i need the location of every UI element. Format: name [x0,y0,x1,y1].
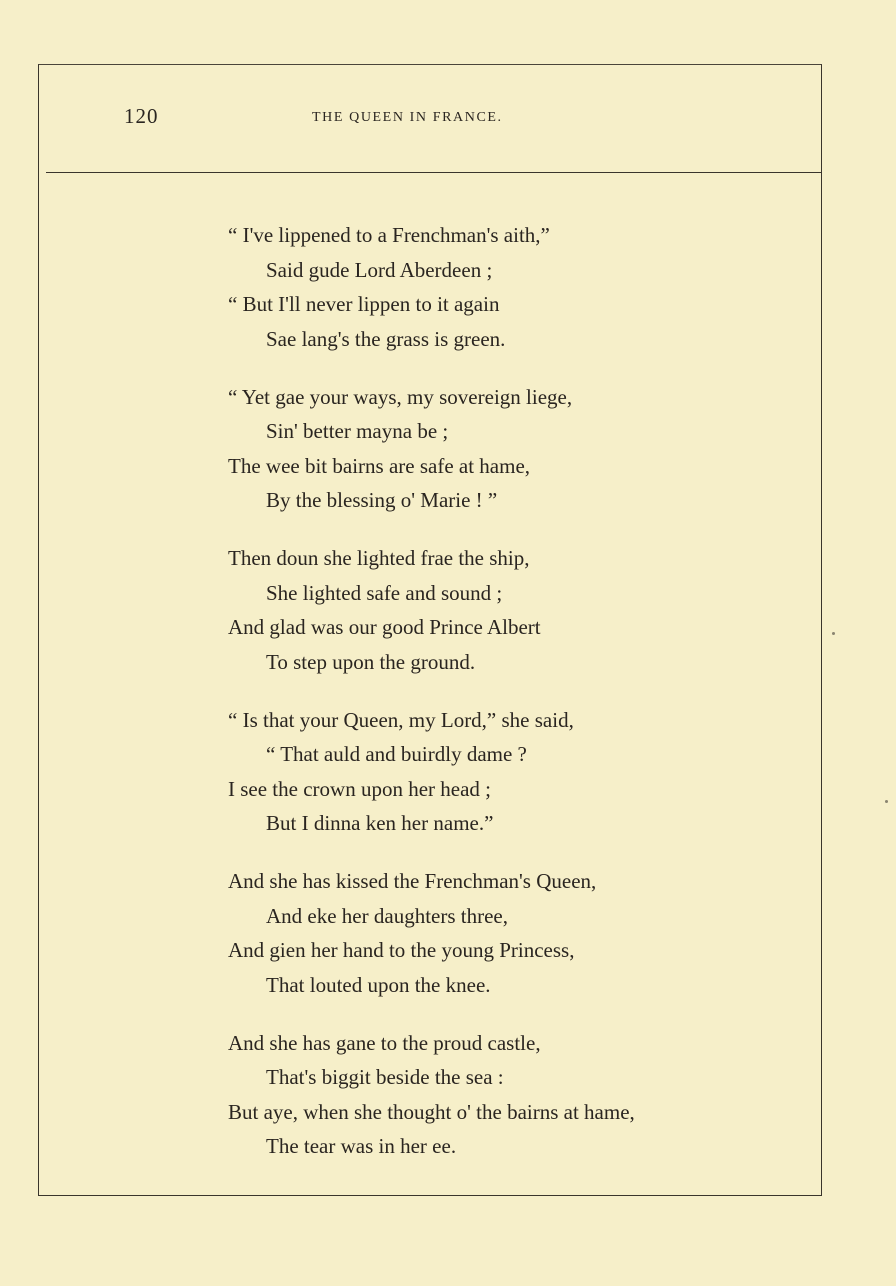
poem [228,218,788,1187]
poem-line: “ Is that your Queen, my Lord,” she said, [228,707,574,732]
poem-line: And she has gane to the proud castle, [228,1030,541,1055]
poem-line: That's biggit beside the sea : [266,1065,504,1089]
poem-line: And she has kissed the Frenchman's Queen, [228,869,597,893]
poem-line: But I dinna ken her name.” [266,811,494,835]
stanza-4 [228,703,788,841]
poem-line: The tear was in her ee. [266,1134,457,1158]
paper-speck [885,800,888,803]
page-number: 120 [124,104,159,128]
poem-line: “ I've lippened to a Frenchman's aith,” [228,223,550,247]
poem-line: The wee bit bairns are safe at hame, [228,453,531,478]
poem-line: She lighted safe and sound ; [266,580,503,605]
stanza-2 [228,380,788,518]
poem-line: Said gude Lord Aberdeen ; [266,257,493,282]
poem-line: And glad was our good Prince Albert [228,615,541,639]
poem-line: To step upon the ground. [266,649,476,674]
poem-line: Sin' better mayna be ; [266,419,449,443]
stanza-6 [228,1026,788,1164]
poem-line: And eke her daughters three, [266,903,508,928]
stanza-3 [228,541,788,679]
poem-line: Then doun she lighted frae the ship, [228,546,530,570]
poem-line: “ Yet gae your ways, my sovereign liege, [228,384,573,409]
poem-line: “ That auld and buirdly dame ? [266,742,527,766]
poem-line: I see the crown upon her head ; [228,776,491,801]
poem-line: That louted upon the knee. [266,972,491,997]
stanza-5 [228,864,788,1002]
poem-line: By the blessing o' Marie ! ” [266,488,498,512]
running-title: THE QUEEN IN FRANCE. [312,110,503,125]
poem-line: And gien her hand to the young Princess, [228,938,575,962]
stanza-1 [228,218,788,356]
poem-line: Sae lang's the grass is green. [266,326,506,351]
paper-speck [832,632,835,635]
poem-line: “ But I'll never lippen to it again [228,292,500,316]
header-rule [46,172,822,173]
poem-line: But aye, when she thought o' the bairns at hame, [228,1099,635,1124]
